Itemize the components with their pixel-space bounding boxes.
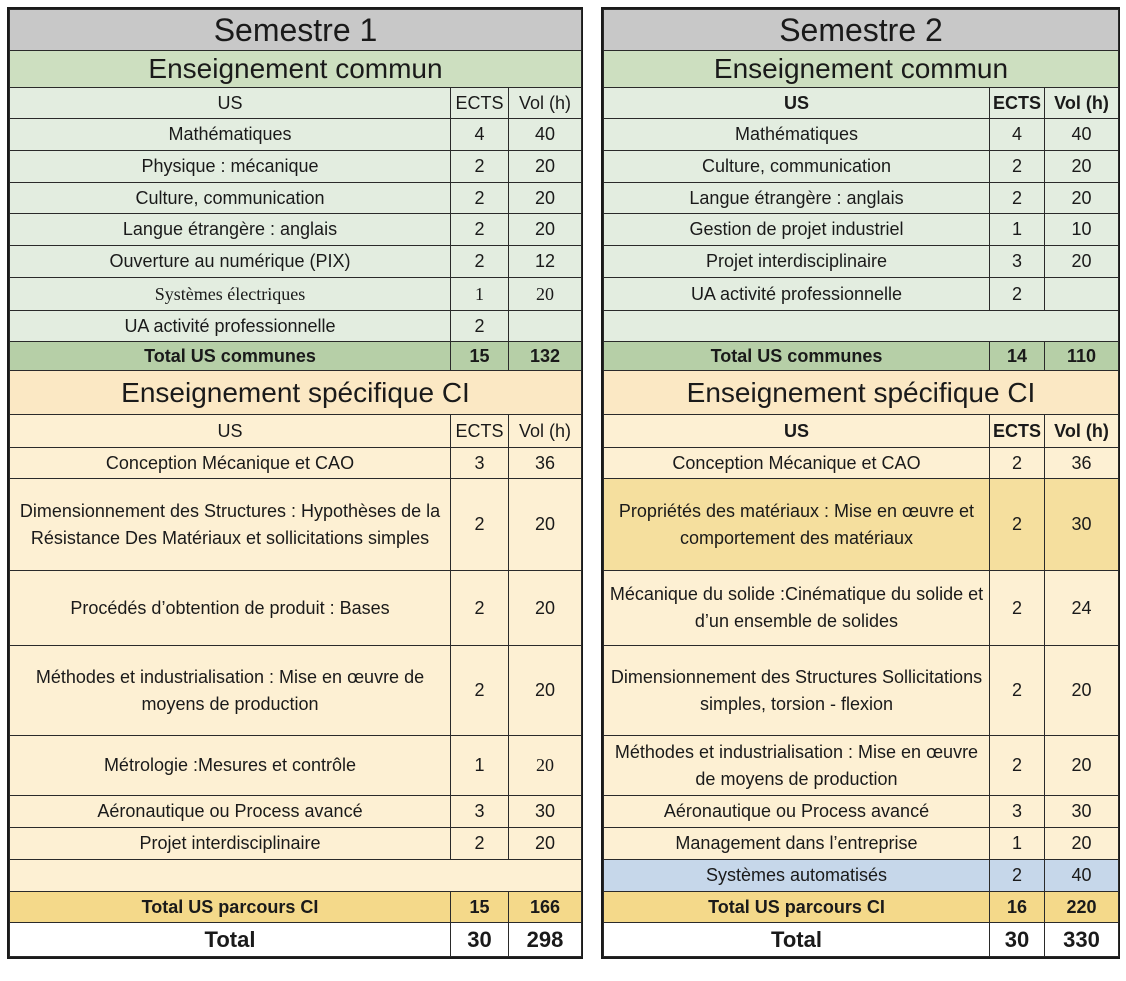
course-name: Aéronautique ou Process avancé: [604, 796, 990, 828]
total-ects: 30: [990, 923, 1045, 957]
section-title: Enseignement spécifique CI: [10, 371, 582, 415]
course-name: Méthodes et industrialisation : Mise en œuvre de moyens de production: [604, 736, 990, 796]
course-name: UA activité professionnelle: [10, 311, 451, 342]
col-header-vol: Vol (h): [1045, 415, 1119, 448]
course-ects: 1: [451, 736, 509, 796]
course-vol: 20: [509, 736, 582, 796]
course-ects: 1: [990, 214, 1045, 246]
total-vol: 330: [1045, 923, 1119, 957]
table-row: [604, 736, 1119, 796]
table-row: [10, 571, 582, 646]
course-vol: 40: [1045, 860, 1119, 892]
course-ects: 2: [451, 151, 509, 183]
course-vol: 20: [1045, 646, 1119, 736]
empty-row: [10, 860, 582, 892]
total-label: Total: [10, 923, 451, 957]
course-vol: 20: [509, 646, 582, 736]
course-name: Métrologie :Mesures et contrôle: [10, 736, 451, 796]
table-row: [604, 860, 1119, 892]
col-header-ects: ECTS: [990, 415, 1045, 448]
subtotal-label: Total US communes: [10, 342, 451, 371]
course-ects: 2: [990, 736, 1045, 796]
table-row: [604, 246, 1119, 278]
table-row: [10, 246, 582, 278]
subtotal-row: [604, 892, 1119, 923]
total-label: Total: [604, 923, 990, 957]
course-ects: 3: [990, 246, 1045, 278]
course-name: Gestion de projet industriel: [604, 214, 990, 246]
course-vol: 20: [509, 183, 582, 214]
course-ects: 4: [990, 119, 1045, 151]
section-title: Enseignement commun: [10, 51, 582, 88]
course-vol: 20: [1045, 736, 1119, 796]
course-ects: 2: [451, 246, 509, 278]
col-header-ects: ECTS: [990, 88, 1045, 119]
course-name: Dimensionnement des Structures : Hypothèses de la Résistance Des Matériaux et sollicitations simples: [10, 479, 451, 571]
course-ects: 2: [990, 183, 1045, 214]
subtotal-row: [10, 892, 582, 923]
section-header-common: [604, 51, 1119, 88]
empty-cell: [10, 860, 582, 892]
course-vol: 20: [509, 151, 582, 183]
subtotal-label: Total US communes: [604, 342, 990, 371]
subtotal-ects: 14: [990, 342, 1045, 371]
table-row: [10, 448, 582, 479]
table-row: [604, 151, 1119, 183]
table-row: [604, 646, 1119, 736]
course-name: Systèmes électriques: [10, 278, 451, 311]
table-row: [10, 828, 582, 860]
course-vol: 36: [509, 448, 582, 479]
course-name: Méthodes et industrialisation : Mise en œuvre de moyens de production: [10, 646, 451, 736]
col-header-vol: Vol (h): [509, 415, 582, 448]
subtotal-ects: 16: [990, 892, 1045, 923]
course-name: Propriétés des matériaux : Mise en œuvre et comportement des matériaux: [604, 479, 990, 571]
table-row: [604, 448, 1119, 479]
course-vol: 20: [509, 828, 582, 860]
course-name: Conception Mécanique et CAO: [604, 448, 990, 479]
course-ects: 4: [451, 119, 509, 151]
empty-row: [604, 311, 1119, 342]
section-title: Enseignement spécifique CI: [604, 371, 1119, 415]
table-row: [10, 736, 582, 796]
course-ects: 3: [990, 796, 1045, 828]
course-name: Dimensionnement des Structures Sollicitations simples, torsion - flexion: [604, 646, 990, 736]
course-name: Culture, communication: [10, 183, 451, 214]
course-name: Culture, communication: [604, 151, 990, 183]
table-row: [604, 571, 1119, 646]
course-ects: 1: [990, 828, 1045, 860]
semester-title: Semestre 1: [10, 10, 582, 51]
table-row: [10, 151, 582, 183]
course-vol: 20: [509, 278, 582, 311]
course-ects: 3: [451, 448, 509, 479]
course-ects: 2: [990, 479, 1045, 571]
table-row: [604, 828, 1119, 860]
column-header-row: [604, 415, 1119, 448]
col-header-us: US: [10, 415, 451, 448]
table-row: [604, 796, 1119, 828]
total-ects: 30: [451, 923, 509, 957]
table-row: [604, 479, 1119, 571]
section-title: Enseignement commun: [604, 51, 1119, 88]
course-vol: 30: [1045, 479, 1119, 571]
course-vol: 10: [1045, 214, 1119, 246]
course-vol: 24: [1045, 571, 1119, 646]
course-vol: [1045, 278, 1119, 311]
course-name: Management dans l’entreprise: [604, 828, 990, 860]
course-ects: 2: [990, 448, 1045, 479]
table-row: [604, 119, 1119, 151]
section-header-specific: [10, 371, 582, 415]
course-vol: 20: [509, 479, 582, 571]
course-vol: 40: [509, 119, 582, 151]
course-ects: 2: [451, 214, 509, 246]
semester-title: Semestre 2: [604, 10, 1119, 51]
col-header-us: US: [604, 415, 990, 448]
course-name: Procédés d’obtention de produit : Bases: [10, 571, 451, 646]
table-row: [10, 479, 582, 571]
course-ects: 2: [451, 828, 509, 860]
column-header-row: [10, 88, 582, 119]
course-ects: 2: [451, 479, 509, 571]
col-header-us: US: [604, 88, 990, 119]
course-ects: 2: [990, 278, 1045, 311]
course-ects: 2: [990, 571, 1045, 646]
course-ects: 2: [990, 646, 1045, 736]
grand-total-row: [10, 923, 582, 957]
course-name: Aéronautique ou Process avancé: [10, 796, 451, 828]
section-header-specific: [604, 371, 1119, 415]
table-row: [10, 183, 582, 214]
table-row: [604, 183, 1119, 214]
table-row: [604, 214, 1119, 246]
subtotal-row: [604, 342, 1119, 371]
course-ects: 1: [451, 278, 509, 311]
course-name: Systèmes automatisés: [604, 860, 990, 892]
course-ects: 2: [990, 860, 1045, 892]
subtotal-row: [10, 342, 582, 371]
course-name: Langue étrangère : anglais: [10, 214, 451, 246]
col-header-vol: Vol (h): [509, 88, 582, 119]
course-name: Mécanique du solide :Cinématique du solide et d’un ensemble de solides: [604, 571, 990, 646]
course-name: Physique : mécanique: [10, 151, 451, 183]
course-ects: 2: [451, 646, 509, 736]
course-ects: 2: [451, 311, 509, 342]
course-name: Projet interdisciplinaire: [604, 246, 990, 278]
subtotal-ects: 15: [451, 342, 509, 371]
course-name: Ouverture au numérique (PIX): [10, 246, 451, 278]
table-row: [10, 311, 582, 342]
course-vol: 20: [1045, 151, 1119, 183]
table-row: [10, 278, 582, 311]
col-header-us: US: [10, 88, 451, 119]
table-row: [604, 278, 1119, 311]
total-vol: 298: [509, 923, 582, 957]
col-header-ects: ECTS: [451, 88, 509, 119]
semester-title-row: [10, 10, 582, 51]
subtotal-vol: 110: [1045, 342, 1119, 371]
grand-total-row: [604, 923, 1119, 957]
semester-2-table: [601, 7, 1120, 959]
subtotal-ects: 15: [451, 892, 509, 923]
section-header-common: [10, 51, 582, 88]
subtotal-vol: 220: [1045, 892, 1119, 923]
table-row: [10, 119, 582, 151]
course-vol: 20: [1045, 183, 1119, 214]
course-vol: 30: [509, 796, 582, 828]
semester-1-table: [7, 7, 583, 959]
course-ects: 2: [990, 151, 1045, 183]
course-ects: 2: [451, 571, 509, 646]
course-ects: 2: [451, 183, 509, 214]
course-vol: 20: [509, 571, 582, 646]
empty-cell: [604, 311, 1119, 342]
course-vol: 40: [1045, 119, 1119, 151]
subtotal-label: Total US parcours CI: [604, 892, 990, 923]
subtotal-vol: 166: [509, 892, 582, 923]
course-vol: 12: [509, 246, 582, 278]
course-name: UA activité professionnelle: [604, 278, 990, 311]
column-header-row: [604, 88, 1119, 119]
course-vol: 30: [1045, 796, 1119, 828]
course-name: Mathématiques: [10, 119, 451, 151]
subtotal-vol: 132: [509, 342, 582, 371]
col-header-vol: Vol (h): [1045, 88, 1119, 119]
course-name: Conception Mécanique et CAO: [10, 448, 451, 479]
column-header-row: [10, 415, 582, 448]
course-vol: 20: [1045, 246, 1119, 278]
course-ects: 3: [451, 796, 509, 828]
subtotal-label: Total US parcours CI: [10, 892, 451, 923]
course-name: Langue étrangère : anglais: [604, 183, 990, 214]
table-row: [10, 646, 582, 736]
course-name: Projet interdisciplinaire: [10, 828, 451, 860]
col-header-ects: ECTS: [451, 415, 509, 448]
table-row: [10, 796, 582, 828]
course-vol: 20: [509, 214, 582, 246]
semester-title-row: [604, 10, 1119, 51]
table-row: [10, 214, 582, 246]
course-vol: 20: [1045, 828, 1119, 860]
course-vol: 36: [1045, 448, 1119, 479]
course-name: Mathématiques: [604, 119, 990, 151]
course-vol: [509, 311, 582, 342]
